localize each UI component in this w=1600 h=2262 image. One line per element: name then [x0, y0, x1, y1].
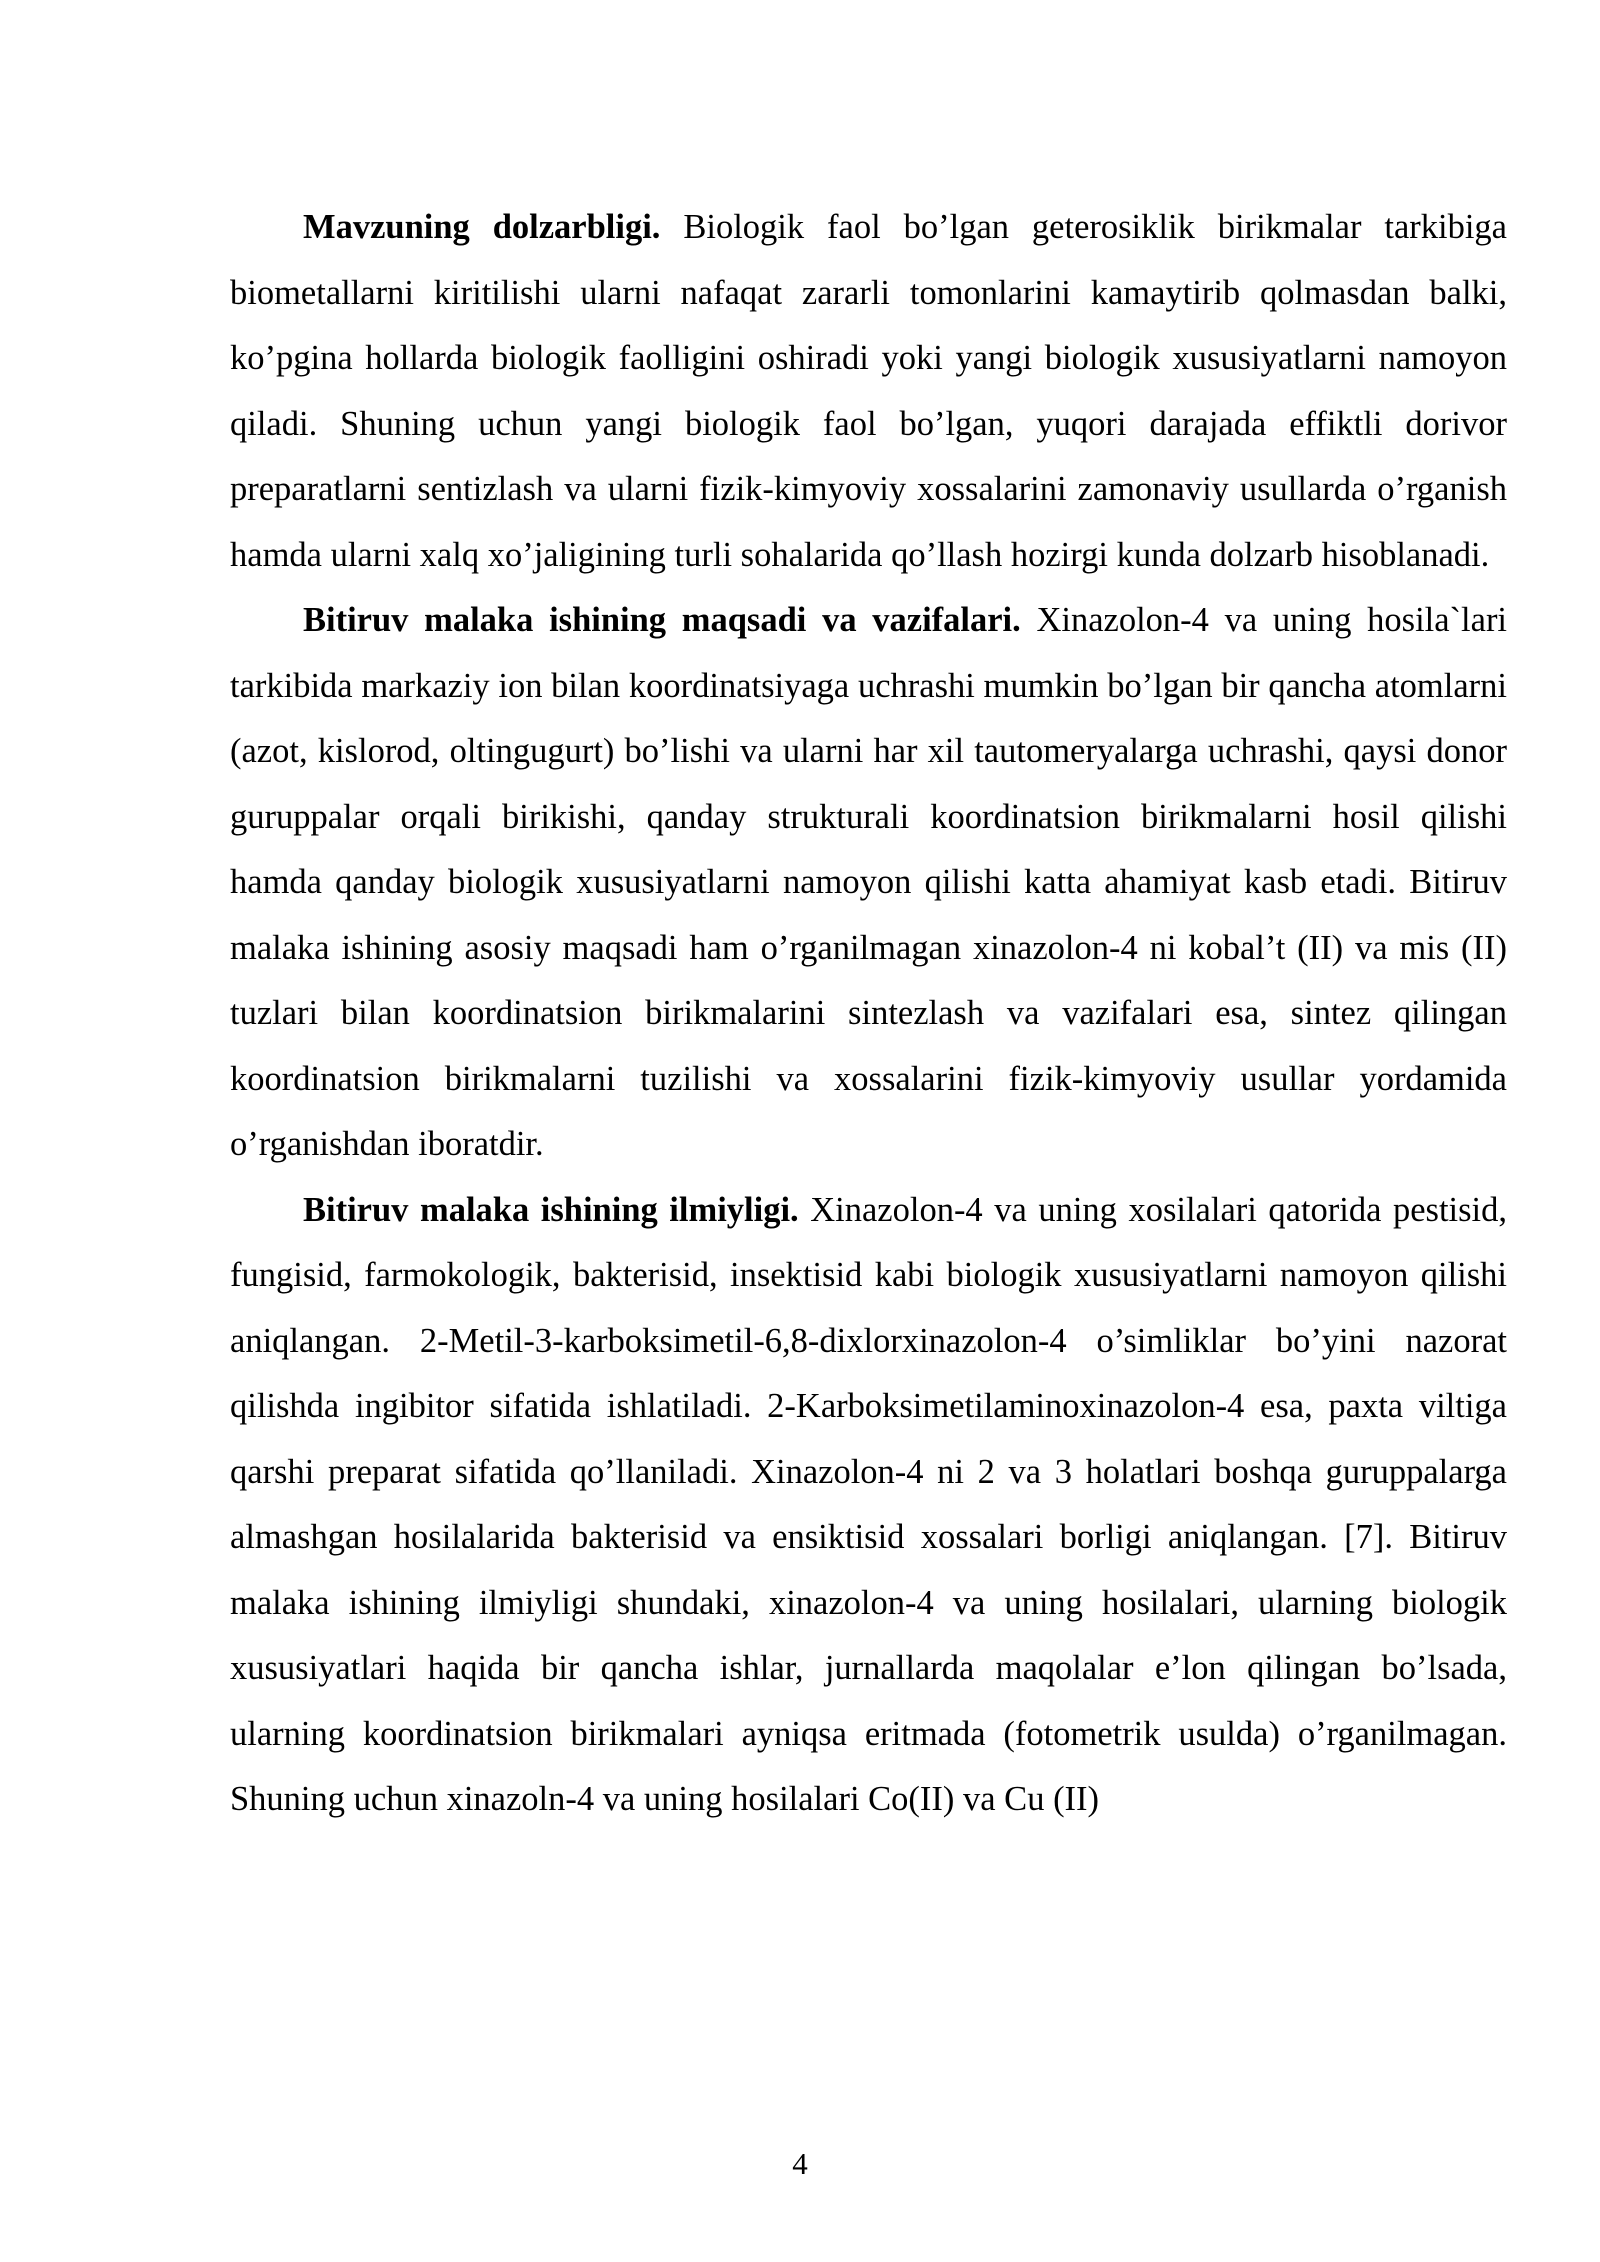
- page-number: 4: [792, 2146, 808, 2181]
- paragraph-heading: Bitiruv malaka ishining ilmiyligi.: [303, 1190, 799, 1229]
- paragraph-text: Biologik faol bo’lgan geterosiklik birikmalar tarkibiga biometallarni kiritilishi ularni nafaqat zararli tomonlarini kamaytirib qolmasdan balki, ko’pgina hollarda biologik faolligini oshiradi yoki yangi biologik xususiyatlarni namoyon qiladi. Shuning uchun yangi biologik faol bo’lgan, yuqori darajada effiktli dorivor preparatlarni sentizlash va ularni fizik-kimyoviy xossalarini zamonaviy usullarda o’rganish hamda ularni xalq xo’jaligining turli sohalarida qo’llash hozirgi kunda dolzarb hisoblanadi.: [230, 208, 1507, 574]
- paragraph-heading: Mavzuning dolzarbligi.: [303, 208, 661, 246]
- paragraph-text: Xinazolon-4 va uning hosila`lari tarkibida markaziy ion bilan koordinatsiyaga uchrashi mumkin bo’lgan bir qancha atomlarni (azot, kislorod, oltingugurt) bo’lishi va ularni har xil tautomeryalarga uchrashi, qaysi donor guruppalar orqali birikishi, qanday strukturali koordinatsion birikmalarni hosil qilishi hamda qanday biologik xususiyatlarni namoyon qilishi katta ahamiyat kasb etadi. Bitiruv malaka ishining asosiy maqsadi ham o’rganilmagan xinazolon-4 ni kobal’t (II) va mis (II) tuzlari bilan koordinatsion birikmalarini sintezlash va vazifalari esa, sintez qilingan koordinatsion birikmalarni tuzilishi va xossalarini fizik-kimyoviy usullar yordamida o’rganishdan iboratdir.: [230, 601, 1508, 1163]
- paragraph-novelty: [230, 1178, 1507, 1833]
- paragraph-text: Xinazolon-4 va uning xosilalari qatorida pestisid, fungisid, farmokologik, bakterisid, insektisid kabi biologik xususiyatlarni namoyon qilishi aniqlangan. 2-Metil-3-karboksimetil-6,8-dixlorxinazolon-4 o’simliklar bo’yini nazorat qilishda ingibitor sifatida ishlatiladi. 2-Karboksimetilaminoxinazolon-4 esa, paxta viltiga qarshi preparat sifatida qo’llaniladi. Xinazolon-4 ni 2 va 3 holatlari boshqa guruppalarga almashgan hosilalarida bakterisid va ensiktisid xossalari borligi aniqlangan. [7]. Bitiruv malaka ishining ilmiyligi shundaki, xinazolon-4 va uning hosilalari, ularning biologik xususiyatlari haqida bir qancha ishlar, jurnallarda maqolalar e’lon qilingan bo’lsada, ularning koordinatsion birikmalari ayniqsa eritmada (fotometrik usulda) o’rganilmagan. Shuning uchun xinazoln-4 va uning hosilalari Co(II) va Cu (II): [230, 1190, 1508, 1818]
- paragraph-relevance: [230, 195, 1507, 588]
- paragraph-aims: [230, 588, 1507, 1178]
- paragraph-heading: Bitiruv malaka ishining maqsadi va vazifalari.: [303, 601, 1021, 639]
- document-body: [230, 195, 1507, 1833]
